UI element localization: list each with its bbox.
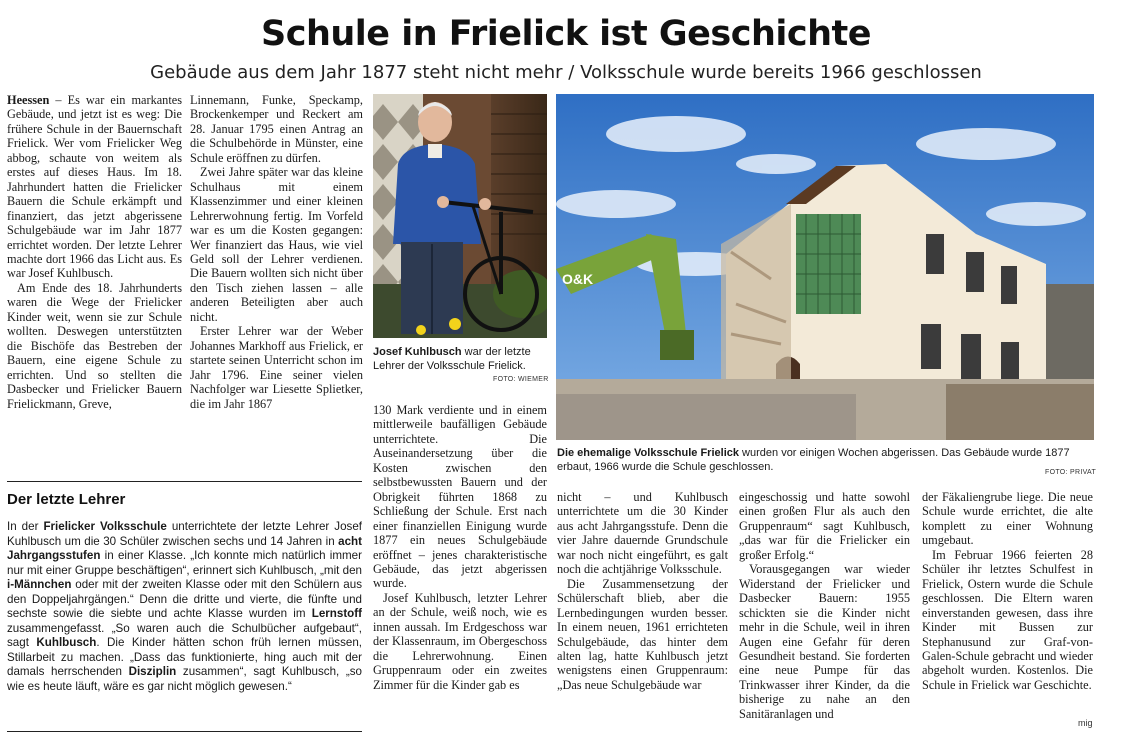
building-illustration [556, 94, 1094, 440]
col2-paragraph-2: Zwei Jahre später war das kleine Schulhaus mit einem Klassenzimmer und einer kleinen Lehrerwohnung fertig. Im Vorfeld war es um die Kosten gegangen: Wer finanziert das Haus, wie viel Geld soll der Lehrer verdienen. Die Bauern wollten sich nicht über den Tisch ziehen lassen – alle anderen Beteiligten aber auch nicht. [190, 165, 363, 324]
column-5 [739, 490, 910, 721]
portrait-photo [373, 94, 547, 338]
caption-portrait [373, 346, 547, 373]
col1-paragraph-2: Am Ende des 18. Jahrhunderts waren die Wege der Frielicker Kinder weit, wenn sie zur Schule wollten. Deswegen unterstützten die Bischöfe das Bestreben der Bauern, eine eigene Schule zu errichten. Und so stellten die Dasbecker und Frielicker Bauern Frielickmann, Greve, [7, 280, 182, 411]
col3-paragraph-1: 130 Mark verdiente und in einem mittlerweile baufälligen Gebäude unterrichtete. Die Auseinandersetzung über die Kosten zwischen den selbstbewussten Bauern und der Obrigkeit führten 1868 zu Schließung der Schule. Erst nach einer finanziellen Einigung wurde 1877 ein neues Schulgebäude eröffnet – jenes charakteristische Gebäude, das jetzt abgerissen wurde. [373, 403, 547, 591]
column-3 [373, 403, 547, 692]
headline: Schule in Frielick ist Geschichte [260, 14, 871, 54]
credit-wiemer: FOTO: WIEMER [493, 376, 549, 383]
box-bottom-rule [7, 731, 362, 732]
subheadline: Gebäude aus dem Jahr 1877 steht nicht mehr / Volksschule wurde bereits 1966 geschlossen [150, 62, 982, 83]
col5-paragraph-1: eingeschossig und hatte sowohl einen großen Flur als auch den Gruppenraum“ sagt Kuhlbusch, „das war für die Frielicker ein großer Erfolg.“ [739, 490, 910, 562]
col2-paragraph-1: Linnemann, Funke, Speckamp, Brockenkemper und Reckert am 28. Januar 1795 einen Antrag an die Schulbehörde in Münster, eine Schule eröffnen zu dürfen. [190, 93, 363, 165]
credit-privat: FOTO: PRIVAT [1045, 469, 1097, 476]
col6-paragraph-1: der Fäkaliengrube liege. Die neue Schule wurde errichtet, die alte komplett zu einer Wohnung umgebaut. [922, 490, 1093, 548]
dateline: Heessen [7, 93, 50, 107]
caption-portrait-name: Josef Kuhlbusch [373, 346, 462, 358]
author-initials: mig [1078, 718, 1093, 728]
box-text-4: oder mit der zweiten Klasse oder mit den Schülern aus den Doppeljahrgängen.“ Denn die dritte und vierte, die fünfte und sechste sowie die siebte und achte Klasse wurden im [7, 578, 362, 620]
building-photo [556, 94, 1094, 440]
col1-paragraph-1 [7, 93, 182, 281]
box-bold-4: Lernstoff [311, 607, 362, 620]
col5-paragraph-2: Vorausgegangen war wieder Widerstand der Frielicker und Dasbecker Bauern: 1955 schickten sie die Kinder nicht mehr in die Schule, weil in ihren Augen eine Gefahr für deren Gesundheit bestand. Sie forderten eine neue Pumpe für das Trinkwasser ihrer Kinder, da die bisherige zu nahe an den Sanitäranlagen und [739, 562, 910, 721]
col4-paragraph-1: nicht – und Kuhlbusch unterrichtete um die 30 Kinder aus acht Jahrgangsstufe. Denn die vier Jahre dauernde Grundschule war noch nicht eingeführt, es galt noch die achtjährige Volksschule. [557, 490, 728, 577]
caption-building [557, 447, 1093, 474]
box-heading: Der letzte Lehrer [7, 491, 126, 508]
col2-paragraph-3: Erster Lehrer war der Weber Johannes Markhoff aus Frielick, er startete seinen Unterricht schon im Jahr 1796. Eine seiner vielen Nachfolger war Liesette Splietker, die im Jahr 1867 [190, 324, 363, 411]
box-text-3: in einer Klasse. „Ich konnte mich natürlich immer nur mit einer Gruppe beschäftigen“, erinnert sich Kuhlbusch, „mit den [7, 549, 362, 577]
col1-text-1: – Es war ein markantes Gebäude, und jetzt ist es weg: Die frühere Schule in der Bauernschaft Frielick. Wer vom Frielicker Weg abbog, schaute von weitem als erstes auf dieses Haus. Im 18. Jahrhundert hatten die Frielicker Bauern die Schule erkämpft und finanziert, das jetzt abgerissene Schulgebäude war im Jahr 1877 errichtet worden. Der letzte Lehrer machte dort 1966 das Licht aus. Es war Josef Kuhlbusch. [7, 93, 182, 281]
col3-paragraph-2: Josef Kuhlbusch, letzter Lehrer an der Schule, weiß noch, wie es innen aussah. Im Erdgeschoss war der Klassenraum, im Obergeschoss die Lehrerwohnung. Einen Gruppenraum oder ein zweites Zimmer für die Kinder gab es [373, 590, 547, 692]
info-box [7, 520, 362, 694]
box-bold-1: Frielicker Volksschule [43, 520, 167, 533]
box-text-7: zusammen“, sagt Kuhlbusch, „so wie es heute läuft, wäre es gar nicht möglich gewesen.“ [7, 665, 362, 693]
column-6 [922, 490, 1093, 692]
box-bold-5: Kuhlbusch [36, 636, 97, 649]
column-1 [7, 93, 182, 411]
caption-portrait-text: war der letzte Lehrer der Volksschule Frielick. [373, 346, 531, 372]
excavator-logo-text: O&K [562, 271, 594, 287]
caption-building-text: wurden vor einigen Wochen abgerissen. Das Gebäude wurde 1877 erbaut, 1966 wurde die Schule geschlossen. [557, 447, 1070, 473]
column-4 [557, 490, 728, 692]
col6-paragraph-2: Im Februar 1966 feierten 28 Schüler ihr letztes Schulfest in Frielick, Ostern wurde die Schule geschlossen. Die Eltern waren einverstanden gewesen, dass ihre Kinder mit Bussen zur Stephanusund zur Graf-von-Galen-Schule gebracht und wieder abgeholt wurden. Kostenlos. Die Schule in Frielick war Geschichte. [922, 547, 1093, 692]
box-bold-3: i-Männchen [7, 578, 72, 591]
caption-building-lead: Die ehemalige Volksschule Frielick [557, 447, 739, 459]
box-bold-6: Disziplin [128, 665, 177, 678]
col4-paragraph-2: Die Zusammensetzung der Schülerschaft blieb, aber die Lernbedingungen wurden besser. In einem neuen, 1961 errichteten Schulgebäude, das hinter dem alten lag, hatte Kuhlbusch jetzt wenigstens einen Gruppenraum: „Das neue Schulgebäude war [557, 576, 728, 692]
column-2 [190, 93, 363, 411]
box-text-2: unterrichtete der letzte Lehrer Josef Kuhlbusch um die 30 Schüler zwischen sechs und 14 Jahren in [7, 520, 362, 548]
box-paragraph [7, 520, 362, 694]
box-top-rule [7, 481, 362, 482]
portrait-illustration [373, 94, 547, 338]
box-text-6: . Die Kinder hätten schon früh lernen müssen, Stillarbeit zu machen. „Dass das funktionierte, hing auch mit der damals herrschenden [7, 636, 363, 678]
box-text-5: zusammengefasst. „So waren auch die Schulbücher aufgebaut“, sagt [7, 621, 362, 649]
box-text-1: In der [7, 520, 44, 533]
box-bold-2: acht Jahrgangsstufen [7, 534, 362, 562]
